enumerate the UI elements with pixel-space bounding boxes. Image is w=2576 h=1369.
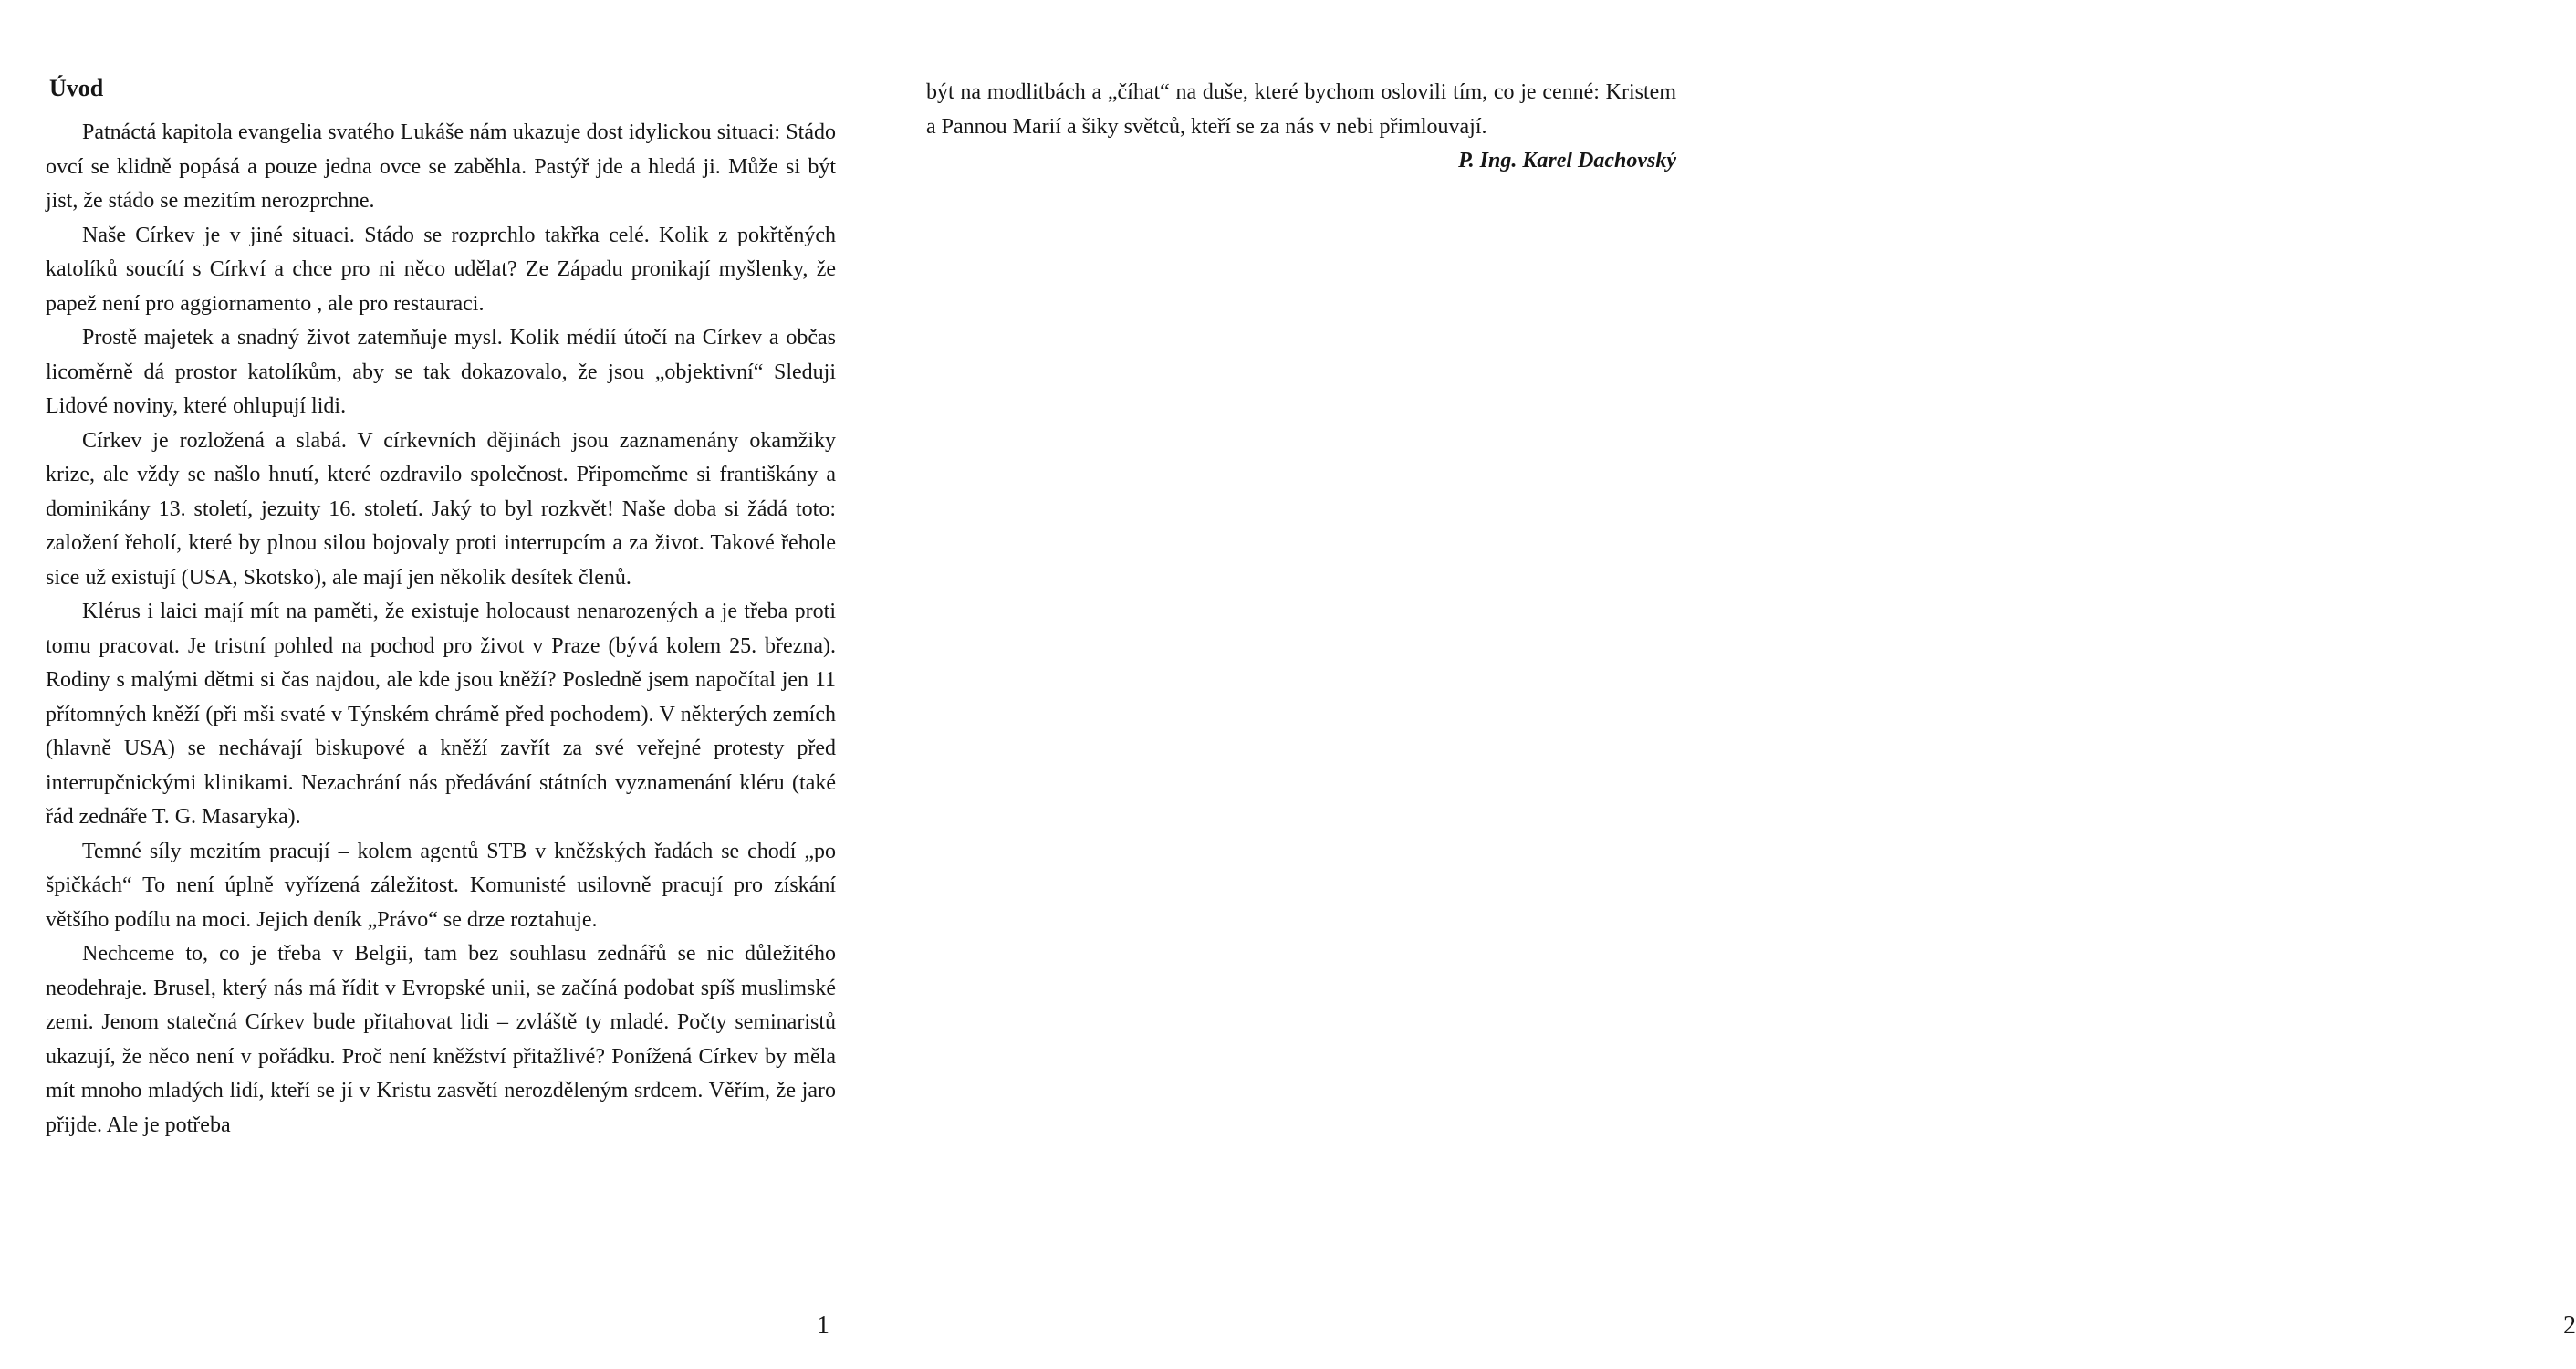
paragraph-7: Nechceme to, co je třeba v Belgii, tam bez souhlasu zednářů se nic důležitého neodehraje. Brusel, který nás má řídit v Evropské unii, se začíná podobat spíš muslimské zemi. Jenom statečná Církev bude přitahovat lidi – zvláště ty mladé. Počty seminaristů ukazují, že něco není v pořádku. Proč není kněžství přitažlivé? Ponížená Církev by měla mít mnoho mladých lidí, kteří se jí v Kristu zasvětí nerozděleným srdcem. Věřím, že jaro přijde. Ale je potřeba (46, 942, 836, 1137)
paragraph-4: Církev je rozložená a slabá. V církevních dějinách jsou zaznamenány okamžiky krize, ale vždy se našlo hnutí, které ozdravilo společnost. Připomeňme si františkány a dominikány 13. století, jezuity 16. století. Jaký to byl rozkvět! Naše doba si žádá toto: založení řeholí, které by plnou silou bojovaly proti interrupcím a za život. Takové řehole sice už existují (USA, Skotsko), ale mají jen několik desítek členů. (46, 428, 836, 590)
section-heading: Úvod (49, 75, 104, 101)
left-page (0, 0, 873, 1369)
continuation-paragraph: být na modlitbách a „číhat“ na duše, které bychom oslovili tím, co je cenné: Kristem a Pannou Marií a šiky světců, kteří se za nás v nebi přimlouvají. (926, 80, 1676, 139)
paragraph-1: Patnáctá kapitola evangelia svatého Lukáše nám ukazuje dost idylickou situaci: Stádo ovcí se klidně popásá a pouze jedna ovce se zaběhla. Pastýř jde a hledá ji. Může si být jist, že stádo se mezitím nerozprchne. (46, 120, 836, 213)
paragraph-5: Klérus i laici mají mít na paměti, že existuje holocaust nenarozených a je třeba proti tomu pracovat. Je tristní pohled na pochod pro život v Praze (bývá kolem 25. března). Rodiny s malými dětmi si čas najdou, ale kde jsou kněží? Posledně jsem napočítal jen 11 přítomných kněží (při mši svaté v Týnském chrámě před pochodem). V některých zemích (hlavně USA) se nechávají biskupové a kněží zavřít za své veřejné protesty před interrupčnickými klinikami. Nezachrání nás předávání státních vyznamenání kléru (také řád zednáře T. G. Masaryka). (46, 600, 836, 829)
paragraph-2: Naše Církev je v jiné situaci. Stádo se rozprchlo takřka celé. Kolik z pokřtěných katolíků soucítí s Církví a chce pro ni něco udělat? Ze Západu pronikají myšlenky, že papež není pro aggiornamento , ale pro restauraci. (46, 223, 836, 316)
paragraph-6: Temné síly mezitím pracují – kolem agentů STB v kněžských řadách se chodí „po špičkách“ To není úplně vyřízená záležitost. Komunisté usilovně pracují pro získání většího podílu na moci. Jejich deník „Právo“ se drze roztahuje. (46, 839, 836, 932)
page-number: 2 (2563, 1312, 2576, 1340)
author-signature: P. Ing. Karel Dachovský (1458, 149, 1676, 172)
paragraph-3: Prostě majetek a snadný život zatemňuje mysl. Kolik médií útočí na Církev a občas licoměrně dá prostor katolíkům, aby se tak dokazovalo, že jsou „objektivní“ Sleduji Lidové noviny, které ohlupují lidi. (46, 326, 836, 418)
right-body-text (926, 76, 1676, 179)
page-number: 1 (817, 1312, 829, 1340)
right-page (873, 0, 2576, 1369)
body-text (46, 116, 836, 1143)
